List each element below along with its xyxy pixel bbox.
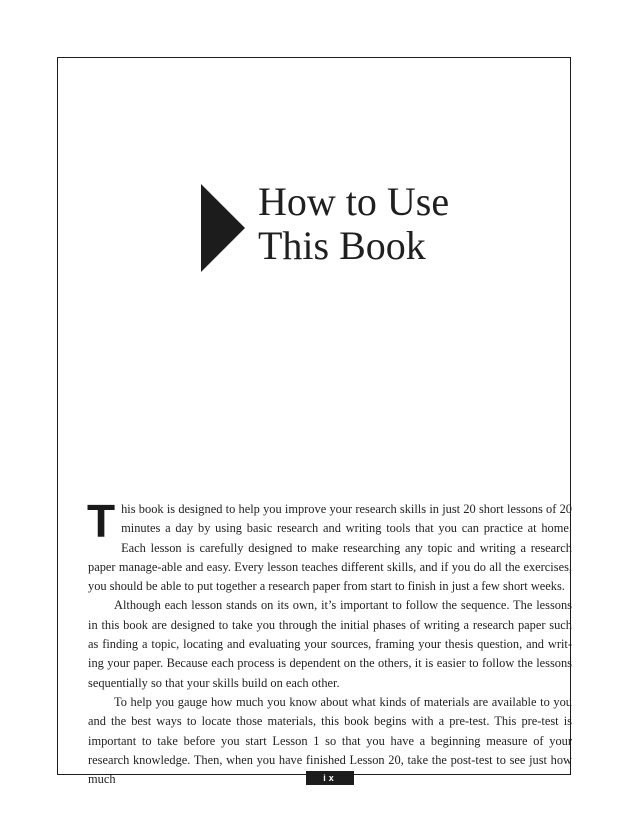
page-number: ix xyxy=(306,771,354,785)
page-title-line-2: This Book xyxy=(258,223,426,268)
chevron-right-icon xyxy=(201,184,245,272)
page-title xyxy=(258,180,558,268)
paragraph-3: To help you gauge how much you know about what kinds of materials are available to you and the best ways to locate those materials, this book begins with a pre-test. This pre-test is important to take before you start Lesson 1 so that you have a beginning measure of your research knowledge. Then, when you have finished Lesson 20, take the post-test to see just how much xyxy=(88,694,572,787)
paragraph-2: Although each lesson stands on its own, it’s important to follow the sequence. The lessons in this book are designed to take you through the initial phases of writing a research paper such as finding a topic, locating and evaluating your sources, framing your thesis question, and writ-ing your paper. Because each process is dependent on the others, it is easier to follow the lessons sequentially so that your skills build on each other. xyxy=(88,598,572,690)
drop-cap: T xyxy=(87,495,116,547)
paragraph-1-text: his book is designed to help you improve your research skills in just 20 short lessons of 20 minutes a day by using basic research and writing tools that you can practice at home. Each lesson is carefully designed to make researching any topic and writing a research paper manage-able and easy. Every lesson teaches different skills, and if you do all the exercises, you should be able to put together a research paper from start to finish in just a few short weeks. xyxy=(88,502,572,594)
body-text xyxy=(87,495,572,789)
paragraph-1 xyxy=(87,495,572,596)
page-title-line-1: How to Use xyxy=(258,179,450,224)
